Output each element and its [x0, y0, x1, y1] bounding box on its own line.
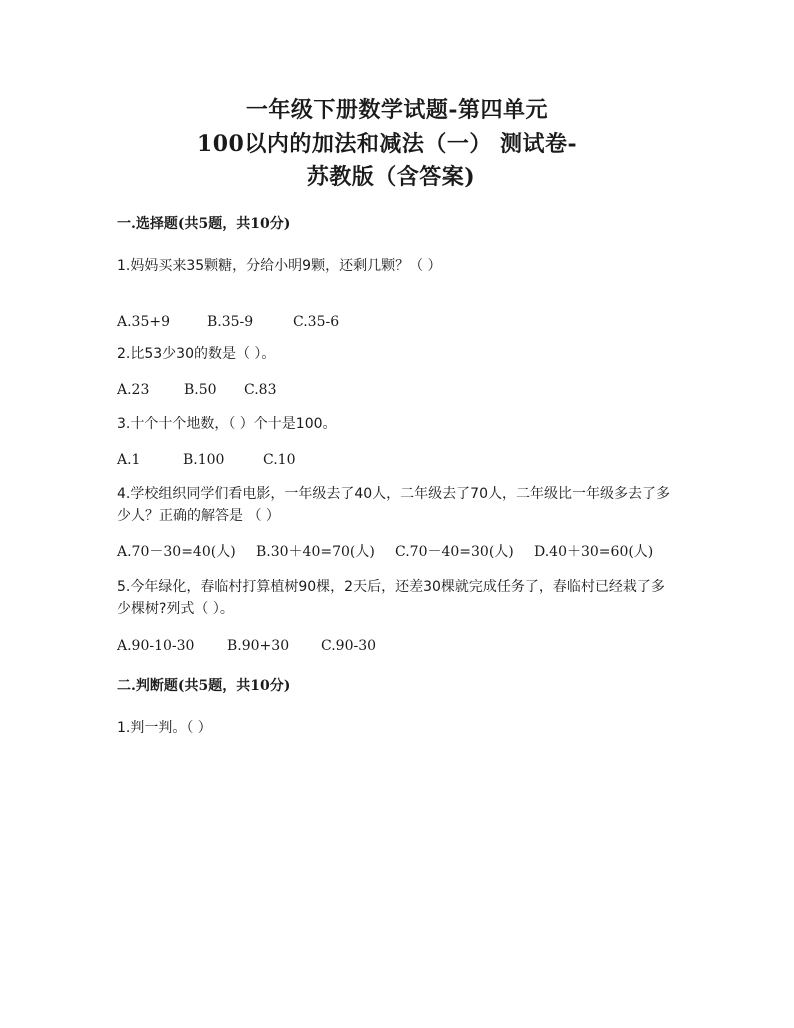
title-line-1: 一年级下册数学试题-第四单元	[245, 97, 549, 123]
title-line-2: 100以内的加法和减法（一） 测试卷-	[196, 131, 578, 157]
question-1: 1.妈妈买来35颗糖，分给小明9颗，还剩几颗？（ ）	[117, 258, 442, 274]
option-b: B.100	[183, 452, 225, 468]
option-b: B.35-9	[207, 314, 254, 330]
question-2-options	[117, 381, 276, 399]
question-5-options	[117, 637, 376, 655]
option-a: A.90-10-30	[117, 638, 195, 654]
option-d: D.40＋30=60(人)	[534, 544, 654, 560]
option-b: B.50	[184, 382, 217, 398]
question-4: 4.学校组织同学们看电影，一年级去了40人，二年级去了70人，二年级比一年级多去了多少人？正确的解答是 （ ）	[117, 486, 670, 524]
option-c: C.70－40=30(人)	[395, 544, 514, 560]
option-c: C.83	[244, 382, 277, 398]
option-a: A.35+9	[117, 314, 171, 330]
option-a: A.1	[117, 452, 141, 468]
option-b: B.30＋40=70(人)	[256, 544, 375, 560]
option-a: A.23	[117, 382, 150, 398]
option-a: A.70－30=40(人)	[117, 544, 236, 560]
title-line-3: 苏教版（含答案)	[306, 164, 476, 190]
question-3-options	[117, 451, 295, 469]
question-5: 5.今年绿化，春临村打算植树90棵，2天后，还差30棵就完成任务了，春临村已经栽了多少棵树?列式（ ）。	[117, 579, 665, 617]
question-4-options	[117, 543, 653, 561]
question-2: 2.比53少30的数是（ ）。	[117, 346, 276, 362]
question-1-options	[117, 313, 339, 331]
section-heading-judgement: 二.判断题(共5题，共10分)	[117, 678, 291, 694]
option-b: B.90+30	[227, 638, 290, 654]
judgement-question-1: 1.判一判。（ ）	[117, 720, 212, 736]
question-3: 3.十个十个地数，（ ）个十是100。	[117, 416, 337, 432]
option-c: C.35-6	[293, 314, 340, 330]
option-c: C.10	[263, 452, 296, 468]
section-heading-choice: 一.选择题(共5题，共10分)	[117, 216, 291, 232]
option-c: C.90-30	[321, 638, 377, 654]
